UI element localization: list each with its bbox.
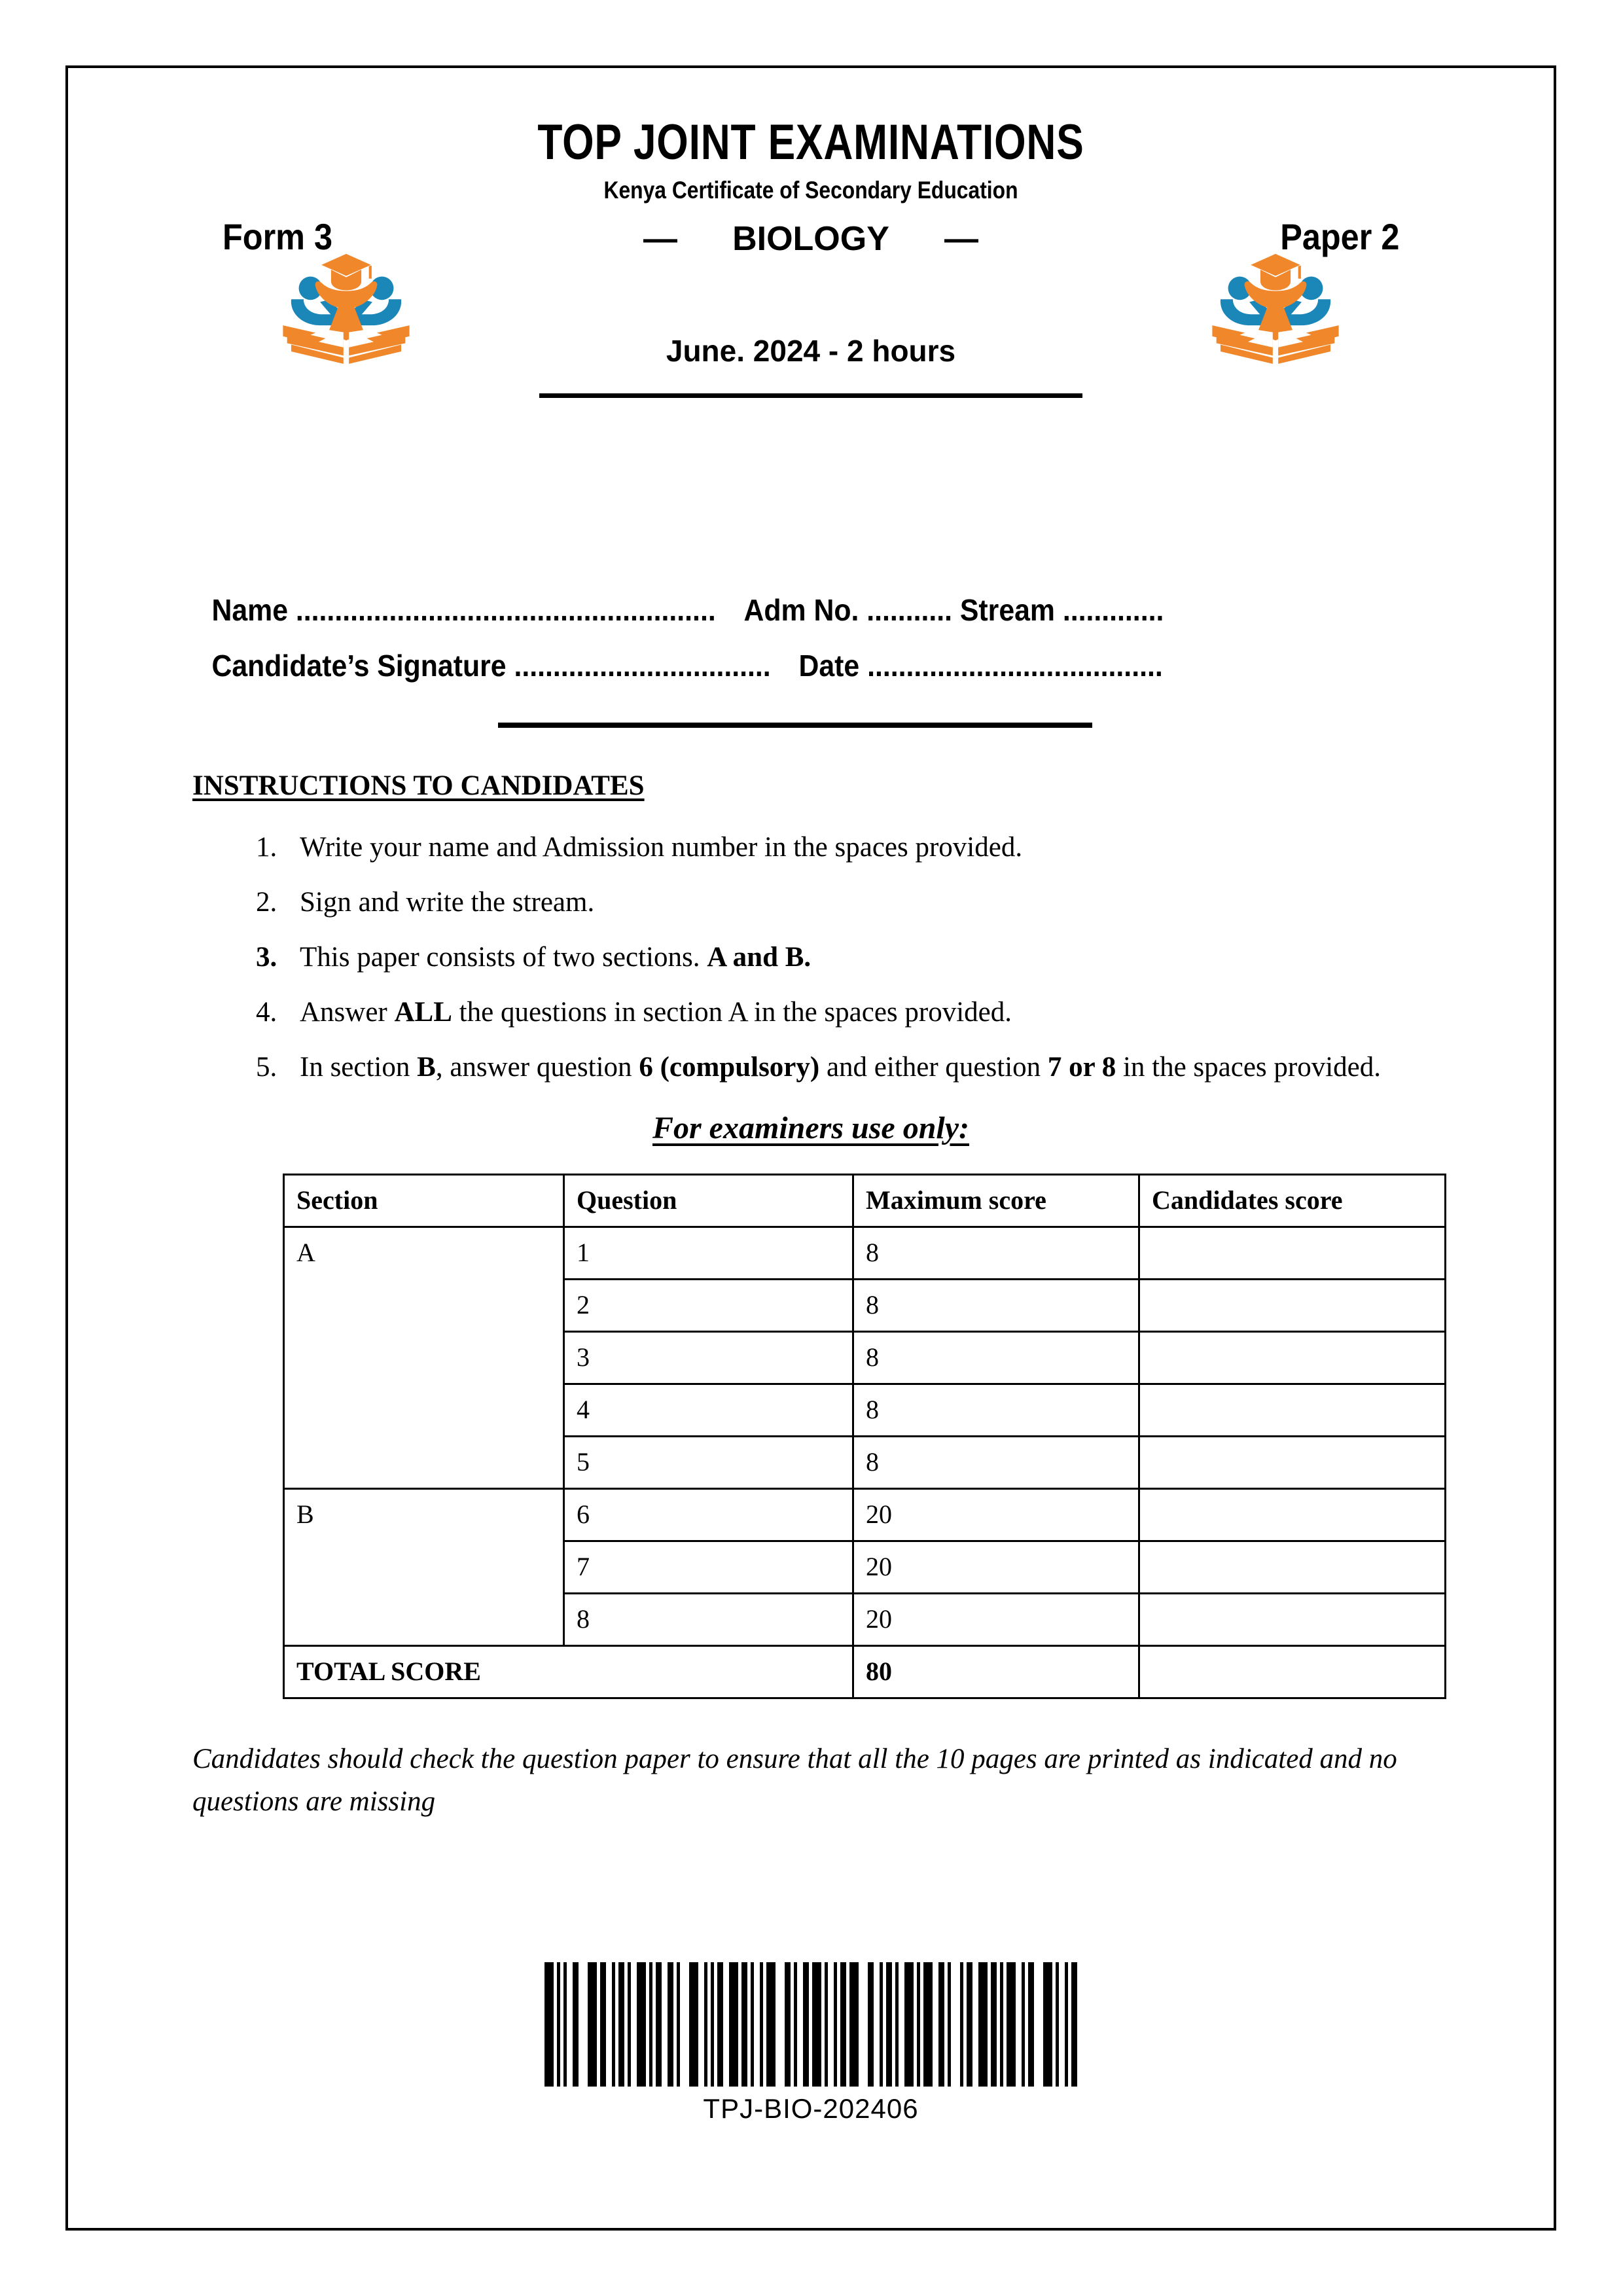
page-check-note: Candidates should check the question paper to ensure that all the 10 pages are printed as indicated and no questions are missing [192, 1744, 1397, 1817]
education-logo [277, 248, 415, 372]
column-header-candidate-score: Candidates score [1139, 1175, 1446, 1227]
signature-label: Candidate’s Signature [211, 649, 507, 683]
instructions-heading: INSTRUCTIONS TO CANDIDATES [192, 770, 645, 802]
total-max-score: 80 [853, 1646, 1139, 1698]
exam-masthead [68, 68, 1554, 565]
exam-title: TOP JOINT EXAMINATIONS [537, 115, 1084, 170]
instruction-item-2 [284, 875, 1554, 930]
question-cell: 5 [564, 1437, 853, 1489]
max-score-cell: 20 [853, 1541, 1139, 1594]
barcode-value-label: TPJ-BIO-202406 [703, 2093, 919, 2125]
section-cell-b: B [284, 1489, 564, 1646]
table-row [284, 1489, 1446, 1541]
signature-field-row [211, 638, 1358, 694]
total-score-label: TOTAL SCORE [284, 1646, 853, 1698]
signature-input-dots[interactable]: ................................. [514, 649, 771, 683]
instruction-item-1 [284, 820, 1554, 875]
question-cell: 2 [564, 1280, 853, 1332]
instruction-text: in the spaces provided. [1116, 1051, 1382, 1083]
adm-no-label: Adm No. [743, 593, 859, 627]
instruction-text: Answer [300, 996, 395, 1028]
adm-no-input-dots[interactable]: ........... [866, 593, 953, 627]
max-score-cell: 8 [853, 1227, 1139, 1280]
table-total-row [284, 1646, 1446, 1698]
instruction-text-bold: 6 (compulsory) [639, 1051, 820, 1083]
table-row [284, 1227, 1446, 1280]
candidate-score-cell[interactable] [1139, 1227, 1446, 1280]
max-score-cell: 8 [853, 1384, 1139, 1437]
instruction-text-bold: B [417, 1051, 436, 1083]
instruction-item-3 [284, 930, 1554, 985]
candidate-score-cell[interactable] [1139, 1437, 1446, 1489]
candidate-score-cell[interactable] [1139, 1489, 1446, 1541]
candidate-score-cell[interactable] [1139, 1594, 1446, 1646]
column-header-question: Question [564, 1175, 853, 1227]
instruction-text: the questions in section A in the spaces provided. [452, 996, 1012, 1028]
question-cell: 4 [564, 1384, 853, 1437]
instructions-list [68, 820, 1554, 1094]
candidate-score-cell[interactable] [1139, 1332, 1446, 1384]
instruction-item-5 [284, 1040, 1554, 1095]
candidate-score-cell[interactable] [1139, 1541, 1446, 1594]
table-header-row [284, 1175, 1446, 1227]
candidate-score-cell[interactable] [1139, 1384, 1446, 1437]
exam-subtitle: Kenya Certificate of Secondary Education [603, 177, 1018, 204]
max-score-cell: 8 [853, 1437, 1139, 1489]
section-cell-a: A [284, 1227, 564, 1489]
instruction-text: and either question [819, 1051, 1048, 1083]
instruction-text: Sign and write the stream. [300, 887, 595, 918]
name-label: Name [211, 593, 289, 627]
education-logo [1207, 248, 1344, 372]
question-cell: 3 [564, 1332, 853, 1384]
instruction-text: Write your name and Admission number in the spaces provided. [300, 832, 1023, 863]
max-score-cell: 20 [853, 1594, 1139, 1646]
question-cell: 6 [564, 1489, 853, 1541]
date-label: Date [798, 649, 860, 683]
dash-right: — [944, 220, 978, 258]
instruction-text-bold: A and B. [707, 941, 812, 973]
candidate-score-cell[interactable] [1139, 1280, 1446, 1332]
instruction-text-bold: 7 or 8 [1047, 1051, 1116, 1083]
question-cell: 7 [564, 1541, 853, 1594]
name-field-row [211, 583, 1358, 638]
marks-table [283, 1174, 1446, 1699]
max-score-cell: 20 [853, 1489, 1139, 1541]
candidate-identity-fields [68, 583, 1450, 694]
question-cell: 1 [564, 1227, 853, 1280]
column-header-max-score: Maximum score [853, 1175, 1139, 1227]
stream-input-dots[interactable]: ............. [1062, 593, 1164, 627]
instruction-text-bold: ALL [394, 996, 452, 1028]
dash-left: — [643, 220, 677, 258]
stream-label: Stream [959, 593, 1055, 627]
total-candidate-score[interactable] [1139, 1646, 1446, 1698]
form-level-label: Form 3 [223, 216, 333, 257]
question-cell: 8 [564, 1594, 853, 1646]
date-input-dots[interactable]: ...................................... [867, 649, 1163, 683]
examiners-use-heading: For examiners use only: [652, 1111, 970, 1146]
name-input-dots[interactable]: ...................................................... [295, 593, 716, 627]
page-border [65, 65, 1556, 2231]
instruction-text: , answer question [435, 1051, 639, 1083]
barcode-image [544, 1962, 1077, 2087]
paper-number-label: Paper 2 [1279, 216, 1399, 257]
barcode-area [68, 1954, 1554, 2125]
instruction-text: This paper consists of two sections. [300, 941, 707, 973]
column-header-section: Section [284, 1175, 564, 1227]
identity-divider-rule [498, 723, 1092, 728]
exam-datetime: June. 2024 - 2 hours [666, 334, 956, 368]
max-score-cell: 8 [853, 1280, 1139, 1332]
instruction-item-4 [284, 985, 1554, 1040]
max-score-cell: 8 [853, 1332, 1139, 1384]
instruction-text: In section [300, 1051, 418, 1083]
masthead-divider-rule [539, 393, 1082, 398]
subject-name: BIOLOGY [732, 220, 889, 258]
